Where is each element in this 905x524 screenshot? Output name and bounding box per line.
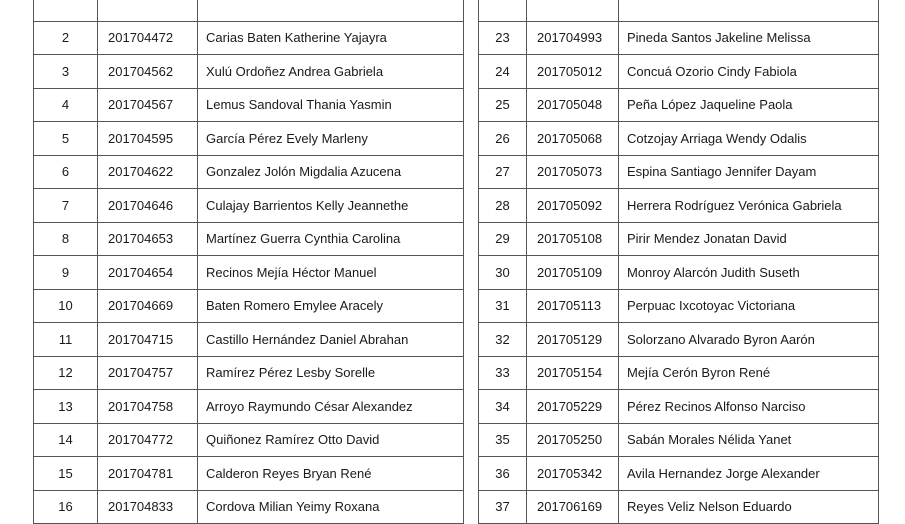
student-name-cell: Baten Romero Emylee Aracely xyxy=(198,289,464,323)
table-row xyxy=(34,0,464,21)
table-row xyxy=(479,256,879,290)
table-row xyxy=(34,189,464,223)
row-number-cell xyxy=(34,0,98,21)
table-row xyxy=(479,390,879,424)
student-name-cell: Ramírez Pérez Lesby Sorelle xyxy=(198,356,464,390)
row-number-cell: 9 xyxy=(34,256,98,290)
student-id-cell: 201704833 xyxy=(98,490,198,524)
student-id-cell: 201704993 xyxy=(527,21,619,55)
row-number-cell: 37 xyxy=(479,490,527,524)
row-number-cell: 36 xyxy=(479,457,527,491)
student-id-cell: 201705113 xyxy=(527,289,619,323)
table-row xyxy=(34,55,464,89)
student-name-cell: Calderon Reyes Bryan René xyxy=(198,457,464,491)
student-id-cell: 201704646 xyxy=(98,189,198,223)
student-id-cell: 201705154 xyxy=(527,356,619,390)
student-name-cell xyxy=(198,0,464,21)
table-row xyxy=(479,289,879,323)
table-row xyxy=(34,457,464,491)
student-id-cell: 201704758 xyxy=(98,390,198,424)
student-id-cell: 201705092 xyxy=(527,189,619,223)
student-id-cell: 201704772 xyxy=(98,423,198,457)
student-name-cell: Castillo Hernández Daniel Abrahan xyxy=(198,323,464,357)
table-row xyxy=(34,289,464,323)
student-name-cell: Monroy Alarcón Judith Suseth xyxy=(619,256,879,290)
row-number-cell: 24 xyxy=(479,55,527,89)
student-id-cell: 201704472 xyxy=(98,21,198,55)
table-row xyxy=(479,122,879,156)
table-row xyxy=(479,189,879,223)
student-name-cell: Gonzalez Jolón Migdalia Azucena xyxy=(198,155,464,189)
row-number-cell: 11 xyxy=(34,323,98,357)
student-id-cell: 201704654 xyxy=(98,256,198,290)
row-number-cell: 6 xyxy=(34,155,98,189)
table-row xyxy=(479,222,879,256)
row-number-cell: 28 xyxy=(479,189,527,223)
table-row xyxy=(479,323,879,357)
row-number-cell: 16 xyxy=(34,490,98,524)
row-number-cell: 26 xyxy=(479,122,527,156)
table-row xyxy=(479,490,879,524)
student-name-cell: Pérez Recinos Alfonso Narciso xyxy=(619,390,879,424)
table-row xyxy=(34,256,464,290)
table-row xyxy=(479,457,879,491)
student-id-cell: 201704595 xyxy=(98,122,198,156)
student-name-cell: Recinos Mejía Héctor Manuel xyxy=(198,256,464,290)
student-name-cell: Reyes Veliz Nelson Eduardo xyxy=(619,490,879,524)
student-name-cell: Espina Santiago Jennifer Dayam xyxy=(619,155,879,189)
student-id-cell: 201705250 xyxy=(527,423,619,457)
student-id-cell: 201704715 xyxy=(98,323,198,357)
student-id-cell: 201704653 xyxy=(98,222,198,256)
table-row xyxy=(34,323,464,357)
table-row xyxy=(34,21,464,55)
student-name-cell: Lemus Sandoval Thania Yasmin xyxy=(198,88,464,122)
student-id-cell: 201704567 xyxy=(98,88,198,122)
student-roster-table-right xyxy=(478,0,879,524)
row-number-cell: 13 xyxy=(34,390,98,424)
student-name-cell: Carias Baten Katherine Yajayra xyxy=(198,21,464,55)
student-id-cell: 201705129 xyxy=(527,323,619,357)
student-id-cell: 201706169 xyxy=(527,490,619,524)
student-name-cell: Martínez Guerra Cynthia Carolina xyxy=(198,222,464,256)
row-number-cell: 10 xyxy=(34,289,98,323)
table-row xyxy=(479,0,879,21)
row-number-cell: 7 xyxy=(34,189,98,223)
table-row xyxy=(34,222,464,256)
student-name-cell: Cordova Milian Yeimy Roxana xyxy=(198,490,464,524)
student-id-cell: 201704669 xyxy=(98,289,198,323)
row-number-cell: 2 xyxy=(34,21,98,55)
table-row xyxy=(34,155,464,189)
student-name-cell: Xulú Ordoñez Andrea Gabriela xyxy=(198,55,464,89)
student-name-cell: Mejía Cerón Byron René xyxy=(619,356,879,390)
student-name-cell: Concuá Ozorio Cindy Fabiola xyxy=(619,55,879,89)
row-number-cell: 4 xyxy=(34,88,98,122)
student-name-cell: García Pérez Evely Marleny xyxy=(198,122,464,156)
student-name-cell: Cotzojay Arriaga Wendy Odalis xyxy=(619,122,879,156)
student-id-cell xyxy=(98,0,198,21)
student-id-cell: 201705229 xyxy=(527,390,619,424)
student-id-cell: 201705109 xyxy=(527,256,619,290)
row-number-cell: 8 xyxy=(34,222,98,256)
student-name-cell: Perpuac Ixcotoyac Victoriana xyxy=(619,289,879,323)
row-number-cell: 33 xyxy=(479,356,527,390)
row-number-cell: 12 xyxy=(34,356,98,390)
row-number-cell: 25 xyxy=(479,88,527,122)
row-number-cell: 34 xyxy=(479,390,527,424)
row-number-cell: 35 xyxy=(479,423,527,457)
student-name-cell: Solorzano Alvarado Byron Aarón xyxy=(619,323,879,357)
student-name-cell: Pineda Santos Jakeline Melissa xyxy=(619,21,879,55)
student-id-cell: 201705068 xyxy=(527,122,619,156)
row-number-cell: 23 xyxy=(479,21,527,55)
student-id-cell xyxy=(527,0,619,21)
table-row xyxy=(479,155,879,189)
row-number-cell xyxy=(479,0,527,21)
student-name-cell: Quiñonez Ramírez Otto David xyxy=(198,423,464,457)
student-id-cell: 201705012 xyxy=(527,55,619,89)
table-row xyxy=(34,423,464,457)
row-number-cell: 32 xyxy=(479,323,527,357)
student-id-cell: 201705048 xyxy=(527,88,619,122)
table-row xyxy=(479,88,879,122)
student-roster-table-left xyxy=(33,0,464,524)
student-id-cell: 201705108 xyxy=(527,222,619,256)
row-number-cell: 27 xyxy=(479,155,527,189)
student-id-cell: 201705073 xyxy=(527,155,619,189)
student-id-cell: 201705342 xyxy=(527,457,619,491)
table-row xyxy=(479,356,879,390)
student-id-cell: 201704781 xyxy=(98,457,198,491)
student-id-cell: 201704622 xyxy=(98,155,198,189)
student-name-cell xyxy=(619,0,879,21)
row-number-cell: 29 xyxy=(479,222,527,256)
table-row xyxy=(479,21,879,55)
student-name-cell: Culajay Barrientos Kelly Jeannethe xyxy=(198,189,464,223)
table-row xyxy=(479,423,879,457)
row-number-cell: 3 xyxy=(34,55,98,89)
table-row xyxy=(34,490,464,524)
table-row xyxy=(34,88,464,122)
table-row xyxy=(479,55,879,89)
row-number-cell: 5 xyxy=(34,122,98,156)
student-name-cell: Arroyo Raymundo César Alexandez xyxy=(198,390,464,424)
row-number-cell: 30 xyxy=(479,256,527,290)
table-row xyxy=(34,122,464,156)
student-id-cell: 201704757 xyxy=(98,356,198,390)
row-number-cell: 14 xyxy=(34,423,98,457)
student-name-cell: Herrera Rodríguez Verónica Gabriela xyxy=(619,189,879,223)
student-name-cell: Peña López Jaqueline Paola xyxy=(619,88,879,122)
table-row xyxy=(34,356,464,390)
row-number-cell: 31 xyxy=(479,289,527,323)
table-row xyxy=(34,390,464,424)
right-table-body xyxy=(479,0,879,524)
left-table-body xyxy=(34,0,464,524)
student-name-cell: Pirir Mendez Jonatan David xyxy=(619,222,879,256)
row-number-cell: 15 xyxy=(34,457,98,491)
student-id-cell: 201704562 xyxy=(98,55,198,89)
student-name-cell: Avila Hernandez Jorge Alexander xyxy=(619,457,879,491)
student-name-cell: Sabán Morales Nélida Yanet xyxy=(619,423,879,457)
